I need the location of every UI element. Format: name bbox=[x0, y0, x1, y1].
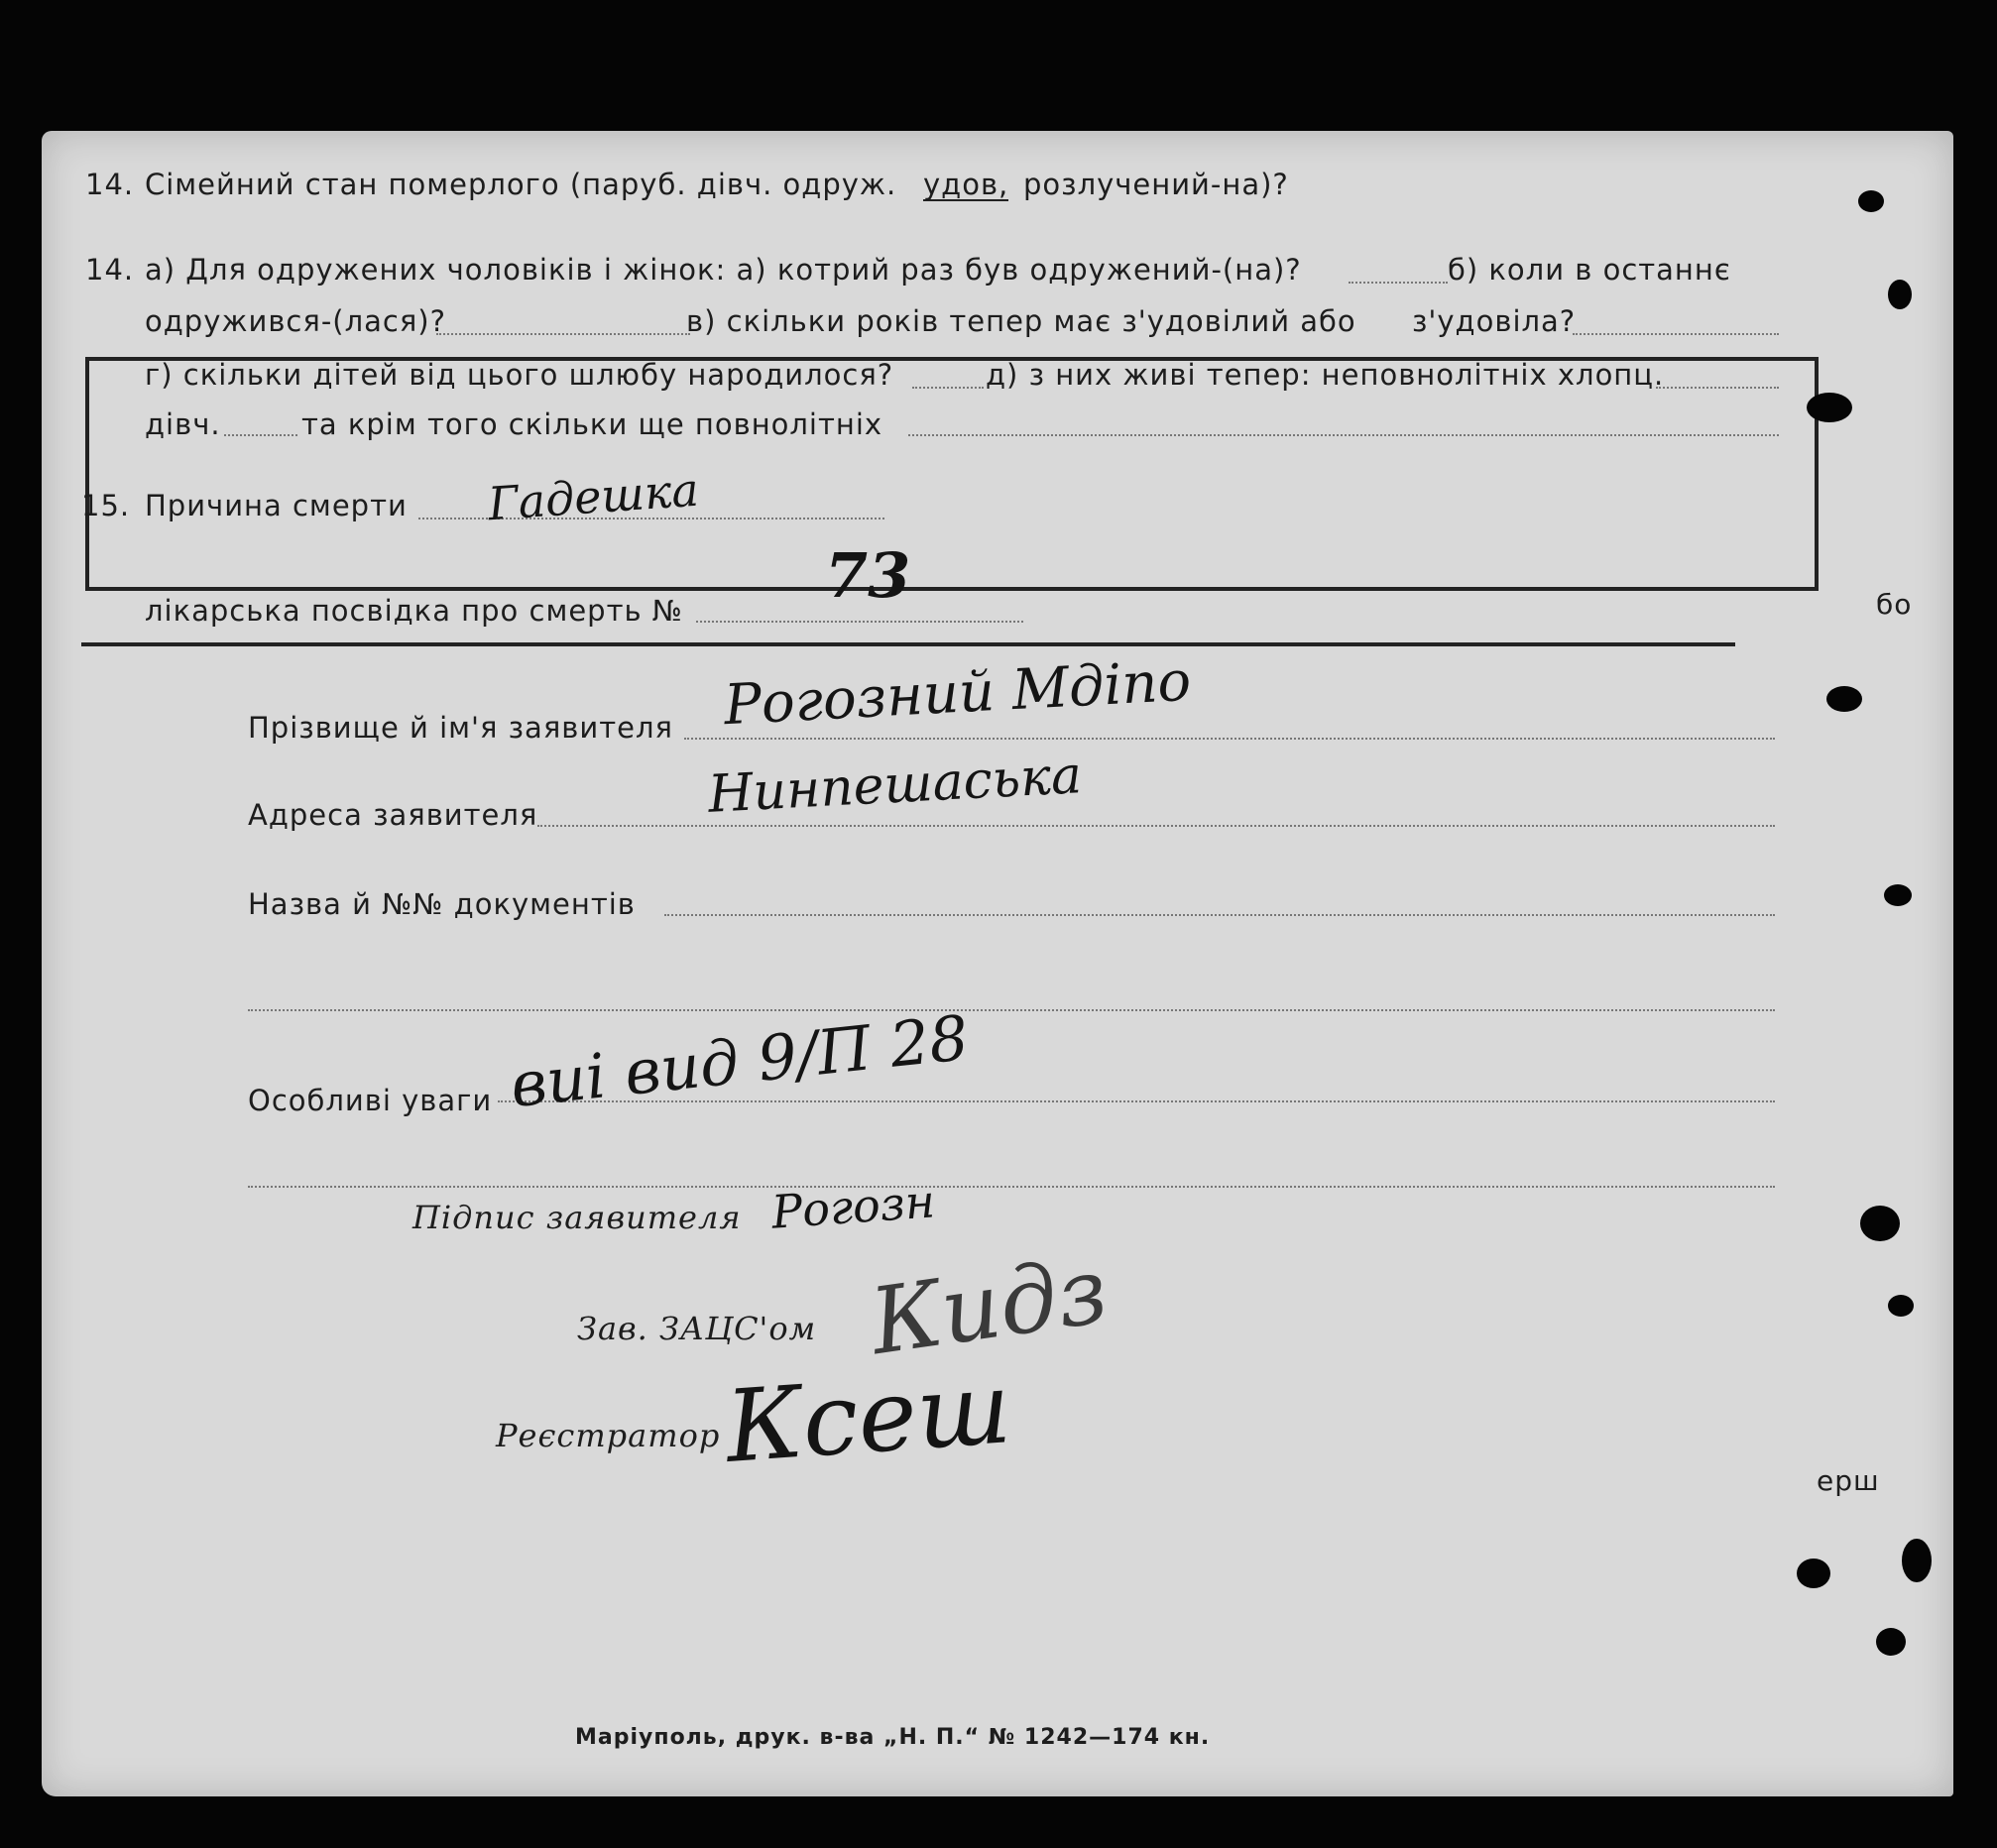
binding-hole bbox=[1860, 1206, 1900, 1241]
q15-number: 15. bbox=[81, 489, 131, 522]
applicant-name-field[interactable] bbox=[684, 738, 1775, 740]
applicant-name-value: Рогозний Мдіпо bbox=[722, 648, 1193, 739]
margin-fragment-1: бо bbox=[1876, 588, 1913, 621]
binding-hole bbox=[1858, 190, 1884, 212]
documents-field-line2[interactable] bbox=[248, 1009, 1775, 1011]
q14-label: Сімейний стан померлого (паруб. дівч. одруж. bbox=[145, 168, 897, 201]
binding-hole bbox=[1797, 1559, 1830, 1588]
q14a-line1b: б) коли в останнє bbox=[1448, 253, 1731, 287]
certificate-number-field[interactable] bbox=[696, 621, 1023, 623]
q14-number: 14. bbox=[85, 168, 135, 201]
head-label: Зав. ЗАЦС'ом bbox=[577, 1310, 817, 1347]
applicant-name-label: Прізвище й ім'я заявителя bbox=[248, 711, 673, 745]
binding-hole bbox=[1884, 884, 1912, 906]
form-sheet bbox=[42, 131, 1953, 1796]
q15-label: Причина смерти bbox=[145, 489, 408, 522]
head-signature: Кидз bbox=[864, 1236, 1115, 1376]
applicant-address-value: Нинпешаська bbox=[706, 746, 1084, 825]
binding-hole bbox=[1807, 393, 1852, 422]
q14a-field-adults[interactable] bbox=[908, 434, 1779, 436]
applicant-address-field[interactable] bbox=[537, 825, 1775, 827]
documents-field[interactable] bbox=[664, 914, 1775, 916]
binding-hole bbox=[1888, 1295, 1914, 1317]
printer-imprint: Маріуполь, друк. в-ва „Н. П.“ № 1242—174 кн. bbox=[575, 1725, 1211, 1750]
binding-hole bbox=[1826, 686, 1862, 712]
q14a-number: 14. bbox=[85, 253, 135, 287]
q14-label-end: розлучений-на)? bbox=[1023, 168, 1289, 201]
notes-value: виі вид 9/П 28 bbox=[507, 1000, 973, 1122]
registrar-signature: Ксеш bbox=[722, 1349, 1015, 1485]
q14a-line2b: в) скільки років тепер має з'удовілий або bbox=[686, 304, 1356, 338]
q14a-field-minor-girls[interactable] bbox=[224, 434, 297, 436]
documents-label: Назва й №№ документів bbox=[248, 887, 636, 921]
q14a-box bbox=[85, 357, 1819, 591]
binding-hole bbox=[1888, 280, 1912, 309]
q14a-line4b: та крім того скільки ще повнолітніх bbox=[301, 407, 883, 441]
cause-of-death-value: Гадешка bbox=[486, 462, 701, 531]
binding-hole bbox=[1902, 1539, 1932, 1582]
section-divider bbox=[81, 642, 1735, 646]
certificate-number-value: 73 bbox=[825, 539, 911, 612]
certificate-label: лікарська посвідка про смерть № bbox=[145, 594, 683, 628]
q14a-field-years-widowed[interactable] bbox=[1573, 333, 1779, 335]
q14a-line3b: д) з них живі тепер: неповнолітніх хлопц. bbox=[986, 358, 1665, 392]
notes-field-line2[interactable] bbox=[248, 1186, 1775, 1188]
margin-fragment-2: ерш bbox=[1817, 1464, 1880, 1497]
q14a-field-children-born[interactable] bbox=[912, 387, 984, 389]
q14a-line1: а) Для одружених чоловіків і жінок: а) котрий раз був одружений-(на)? bbox=[145, 253, 1302, 287]
q14a-field-minor-boys[interactable] bbox=[1656, 387, 1779, 389]
q14a-line4a: дівч. bbox=[145, 407, 221, 441]
notes-label: Особливі уваги bbox=[248, 1084, 493, 1117]
binding-hole bbox=[1876, 1628, 1906, 1656]
q14a-field-times-married[interactable] bbox=[1349, 282, 1448, 284]
q14-option-widowed: удов, bbox=[923, 168, 1009, 201]
applicant-address-label: Адреса заявителя bbox=[248, 798, 538, 832]
q14a-line2a: одружився-(лася)? bbox=[145, 304, 446, 338]
q14a-field-last-married[interactable] bbox=[436, 333, 690, 335]
applicant-signature-label: Підпис заявителя bbox=[412, 1199, 742, 1236]
q14a-line2c: з'удовіла? bbox=[1412, 304, 1577, 338]
q14a-line3a: г) скільки дітей від цього шлюбу народилося? bbox=[145, 358, 894, 392]
applicant-signature: Рогозн bbox=[769, 1174, 937, 1239]
registrar-label: Реєстратор bbox=[496, 1417, 721, 1454]
